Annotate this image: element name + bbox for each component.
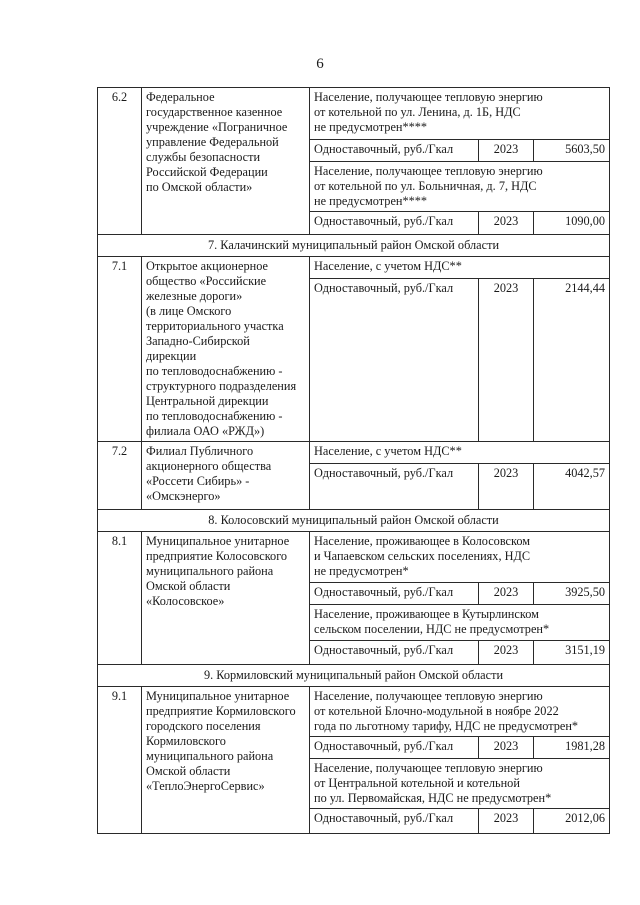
rate-type: Одноставочный, руб./Гкал — [310, 464, 479, 510]
desc-line: и Чапаевском сельских поселениях, НДС — [314, 549, 531, 563]
consumer-description — [310, 88, 610, 140]
org-line: по тепловодоснабжению - — [146, 409, 283, 423]
org-line: Муниципальное унитарное — [146, 534, 290, 548]
consumer-description — [310, 162, 610, 212]
org-line: «Колосовское» — [146, 594, 225, 608]
org-line: Центральной дирекции — [146, 394, 269, 408]
tariff-year: 2023 — [479, 737, 534, 759]
org-line: по Омской области» — [146, 180, 253, 194]
desc-line: сельском поселении, НДС не предусмотрен* — [314, 622, 550, 636]
consumer-description — [310, 605, 610, 641]
desc-line: Население, проживающее в Кутырлинском — [314, 607, 539, 621]
tariff-value: 4042,57 — [534, 464, 610, 510]
section-title: 8. Колосовский муниципальный район Омской области — [98, 510, 610, 532]
desc-line: Население, получающее тепловую энергию — [314, 164, 543, 178]
row-number: 7.2 — [98, 442, 142, 510]
org-line: управление Федеральной — [146, 135, 279, 149]
desc-line: от Центральной котельной и котельной — [314, 776, 520, 790]
desc-line: Население, получающее тепловую энергию — [314, 761, 543, 775]
tariff-value: 1090,00 — [534, 212, 610, 235]
org-line: (в лице Омского — [146, 304, 232, 318]
desc-line: Население, проживающее в Колосовском — [314, 534, 531, 548]
row-number: 6.2 — [98, 88, 142, 235]
org-line: акционерного общества — [146, 459, 272, 473]
org-line: городского поселения — [146, 719, 261, 733]
consumer-description: Население, с учетом НДС** — [310, 442, 610, 464]
rate-type: Одноставочный, руб./Гкал — [310, 140, 479, 162]
tariff-year: 2023 — [479, 641, 534, 665]
tariff-year: 2023 — [479, 583, 534, 605]
org-line: по тепловодоснабжению - — [146, 364, 283, 378]
org-line: предприятие Колосовского — [146, 549, 288, 563]
organization-name — [142, 88, 310, 235]
tariff-value: 2012,06 — [534, 809, 610, 834]
desc-line: по ул. Первомайская, НДС не предусмотрен* — [314, 791, 552, 805]
row-number: 8.1 — [98, 532, 142, 665]
tariff-value: 3925,50 — [534, 583, 610, 605]
org-line: структурного подразделения — [146, 379, 297, 393]
section-header-row — [98, 235, 610, 257]
organization-name — [142, 257, 310, 442]
org-line: территориального участка — [146, 319, 284, 333]
table-row — [98, 687, 610, 737]
section-header-row — [98, 510, 610, 532]
org-line: службы безопасности — [146, 150, 261, 164]
consumer-description — [310, 532, 610, 583]
org-line: Омской области — [146, 764, 231, 778]
organization-name — [142, 532, 310, 665]
rate-type: Одноставочный, руб./Гкал — [310, 279, 479, 442]
rate-type: Одноставочный, руб./Гкал — [310, 809, 479, 834]
org-line: дирекции — [146, 349, 197, 363]
tariff-year: 2023 — [479, 464, 534, 510]
table-row — [98, 257, 610, 279]
row-number: 9.1 — [98, 687, 142, 834]
organization-name — [142, 687, 310, 834]
desc-line: Население, получающее тепловую энергию — [314, 689, 543, 703]
desc-line: года по льготному тарифу, НДС не предусмотрен* — [314, 719, 579, 733]
tariff-value: 3151,19 — [534, 641, 610, 665]
tariff-year: 2023 — [479, 809, 534, 834]
org-line: Федеральное — [146, 90, 215, 104]
org-line: Кормиловского — [146, 734, 226, 748]
consumer-description: Население, с учетом НДС** — [310, 257, 610, 279]
rate-type: Одноставочный, руб./Гкал — [310, 737, 479, 759]
org-line: железные дороги» — [146, 289, 243, 303]
org-line: Омской области — [146, 579, 231, 593]
tariff-year: 2023 — [479, 212, 534, 235]
org-line: государственное казенное — [146, 105, 283, 119]
org-line: Западно-Сибирской — [146, 334, 250, 348]
desc-line: Население, получающее тепловую энергию — [314, 90, 543, 104]
desc-line: не предусмотрен**** — [314, 120, 428, 134]
consumer-description — [310, 687, 610, 737]
consumer-description — [310, 759, 610, 809]
org-line: Филиал Публичного — [146, 444, 254, 458]
org-line: «Россети Сибирь» - — [146, 474, 250, 488]
tariff-table — [97, 87, 610, 834]
desc-line: от котельной Блочно-модульной в ноябре 2022 — [314, 704, 559, 718]
desc-line: не предусмотрен* — [314, 564, 409, 578]
desc-line: от котельной по ул. Больничная, д. 7, НДС — [314, 179, 537, 193]
org-line: Открытое акционерное — [146, 259, 268, 273]
tariff-year: 2023 — [479, 140, 534, 162]
table-row — [98, 442, 610, 464]
table-row — [98, 88, 610, 140]
org-line: филиала ОАО «РЖД») — [146, 424, 265, 438]
row-number: 7.1 — [98, 257, 142, 442]
org-line: учреждение «Пограничное — [146, 120, 288, 134]
desc-line: не предусмотрен**** — [314, 194, 428, 208]
org-line: общество «Российские — [146, 274, 267, 288]
tariff-value: 5603,50 — [534, 140, 610, 162]
org-line: Российской Федерации — [146, 165, 268, 179]
rate-type: Одноставочный, руб./Гкал — [310, 583, 479, 605]
org-line: предприятие Кормиловского — [146, 704, 296, 718]
org-line: «ТеплоЭнергоСервис» — [146, 779, 265, 793]
table-row — [98, 532, 610, 583]
tariff-value: 2144,44 — [534, 279, 610, 442]
tariff-year: 2023 — [479, 279, 534, 442]
section-header-row — [98, 665, 610, 687]
org-line: Муниципальное унитарное — [146, 689, 290, 703]
org-line: муниципального района — [146, 564, 274, 578]
rate-type: Одноставочный, руб./Гкал — [310, 641, 479, 665]
tariff-value: 1981,28 — [534, 737, 610, 759]
org-line: муниципального района — [146, 749, 274, 763]
organization-name — [142, 442, 310, 510]
section-title: 7. Калачинский муниципальный район Омской области — [98, 235, 610, 257]
org-line: «Омскэнерго» — [146, 489, 221, 503]
desc-line: от котельной по ул. Ленина, д. 1Б, НДС — [314, 105, 521, 119]
page-number: 6 — [316, 56, 324, 72]
section-title: 9. Кормиловский муниципальный район Омской области — [98, 665, 610, 687]
rate-type: Одноставочный, руб./Гкал — [310, 212, 479, 235]
